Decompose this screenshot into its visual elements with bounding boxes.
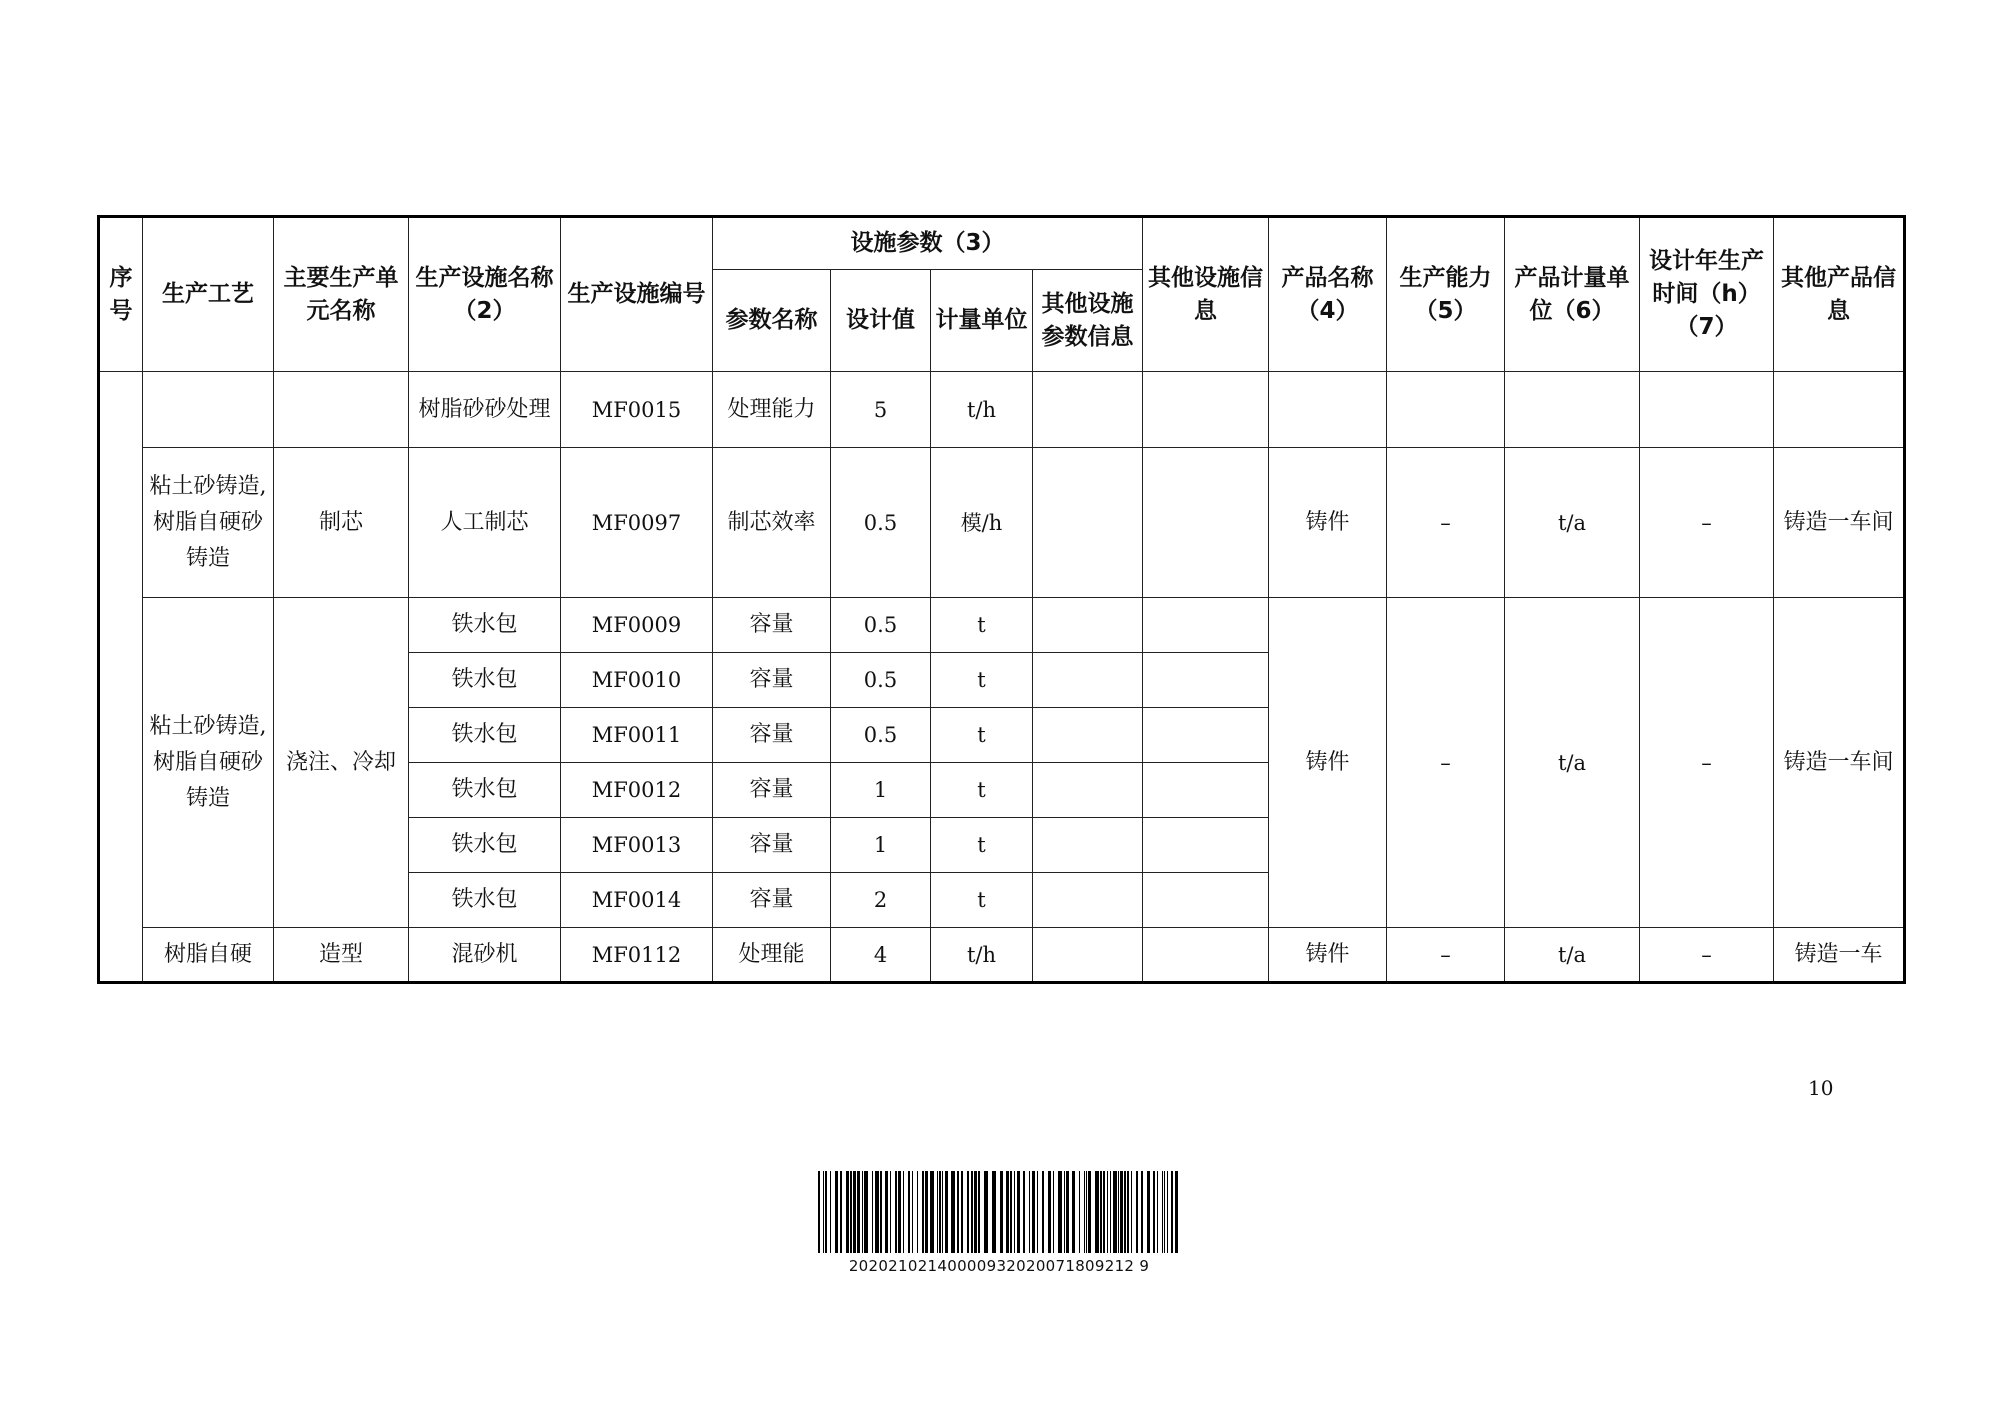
other-product-cell: 铸造一车间: [1774, 448, 1905, 598]
param-name-cell: 容量: [713, 873, 831, 928]
facility-code-cell: MF0011: [561, 708, 713, 763]
measure-unit-cell: t: [931, 653, 1033, 708]
design-value-cell: 0.5: [831, 598, 931, 653]
param-name-cell: 制芯效率: [713, 448, 831, 598]
design-hours-cell: [1640, 372, 1774, 448]
header-unit: 主要生产单元名称: [274, 217, 409, 372]
design-hours-cell: –: [1640, 928, 1774, 983]
measure-unit-cell: t/h: [931, 372, 1033, 448]
unit-cell: [274, 372, 409, 448]
capacity-cell: –: [1387, 928, 1505, 983]
design-hours-cell: –: [1640, 448, 1774, 598]
capacity-cell: [1387, 372, 1505, 448]
param-name-cell: 容量: [713, 653, 831, 708]
other-facility-cell: [1143, 763, 1269, 818]
facility-code-cell: MF0097: [561, 448, 713, 598]
other-param-cell: [1033, 653, 1143, 708]
facility-code-cell: MF0013: [561, 818, 713, 873]
product-unit-cell: t/a: [1505, 448, 1640, 598]
facility-name-cell: 人工制芯: [409, 448, 561, 598]
facility-code-cell: MF0010: [561, 653, 713, 708]
facility-code-cell: MF0014: [561, 873, 713, 928]
header-design-value: 设计值: [831, 270, 931, 372]
design-value-cell: 5: [831, 372, 931, 448]
process-cell: 粘土砂铸造,树脂自硬砂铸造: [143, 448, 274, 598]
other-facility-cell: [1143, 372, 1269, 448]
product-name-cell: 铸件: [1269, 598, 1387, 928]
facility-name-cell: 混砂机: [409, 928, 561, 983]
other-param-cell: [1033, 873, 1143, 928]
measure-unit-cell: t: [931, 873, 1033, 928]
barcode-image: [818, 1171, 1180, 1253]
product-unit-cell: t/a: [1505, 928, 1640, 983]
unit-cell: 浇注、冷却: [274, 598, 409, 928]
facility-table: [97, 215, 1906, 984]
page-number: 10: [1808, 1076, 1834, 1100]
header-process: 生产工艺: [143, 217, 274, 372]
facility-code-cell: MF0015: [561, 372, 713, 448]
unit-cell: 制芯: [274, 448, 409, 598]
facility-name-cell: 铁水包: [409, 708, 561, 763]
header-measure-unit: 计量单位: [931, 270, 1033, 372]
capacity-cell: –: [1387, 598, 1505, 928]
product-name-cell: [1269, 372, 1387, 448]
other-facility-cell: [1143, 598, 1269, 653]
facility-name-cell: 铁水包: [409, 763, 561, 818]
other-facility-cell: [1143, 818, 1269, 873]
header-other-product: 其他产品信息: [1774, 217, 1905, 372]
seq-cell: [99, 372, 143, 983]
design-value-cell: 2: [831, 873, 931, 928]
header-params-group: 设施参数（3）: [713, 217, 1143, 270]
other-param-cell: [1033, 448, 1143, 598]
param-name-cell: 容量: [713, 763, 831, 818]
other-product-cell: 铸造一车间: [1774, 598, 1905, 928]
facility-code-cell: MF0112: [561, 928, 713, 983]
header-facility-code: 生产设施编号: [561, 217, 713, 372]
facility-name-cell: 铁水包: [409, 598, 561, 653]
design-value-cell: 1: [831, 763, 931, 818]
facility-code-cell: MF0012: [561, 763, 713, 818]
param-name-cell: 容量: [713, 818, 831, 873]
design-value-cell: 0.5: [831, 708, 931, 763]
measure-unit-cell: t: [931, 708, 1033, 763]
other-param-cell: [1033, 818, 1143, 873]
header-other-facility: 其他设施信息: [1143, 217, 1269, 372]
other-param-cell: [1033, 598, 1143, 653]
process-cell: 树脂自硬: [143, 928, 274, 983]
other-product-cell: [1774, 372, 1905, 448]
process-cell: 粘土砂铸造,树脂自硬砂铸造: [143, 598, 274, 928]
other-param-cell: [1033, 928, 1143, 983]
param-name-cell: 容量: [713, 708, 831, 763]
other-facility-cell: [1143, 708, 1269, 763]
header-param-name: 参数名称: [713, 270, 831, 372]
header-other-param: 其他设施参数信息: [1033, 270, 1143, 372]
facility-name-cell: 铁水包: [409, 653, 561, 708]
product-unit-cell: [1505, 372, 1640, 448]
design-value-cell: 0.5: [831, 653, 931, 708]
header-capacity: 生产能力（5）: [1387, 217, 1505, 372]
design-hours-cell: –: [1640, 598, 1774, 928]
other-param-cell: [1033, 708, 1143, 763]
unit-cell: 造型: [274, 928, 409, 983]
other-product-cell: 铸造一车: [1774, 928, 1905, 983]
design-value-cell: 1: [831, 818, 931, 873]
header-product-name: 产品名称（4）: [1269, 217, 1387, 372]
design-value-cell: 0.5: [831, 448, 931, 598]
measure-unit-cell: t: [931, 598, 1033, 653]
measure-unit-cell: t/h: [931, 928, 1033, 983]
other-facility-cell: [1143, 448, 1269, 598]
measure-unit-cell: t: [931, 763, 1033, 818]
facility-name-cell: 铁水包: [409, 818, 561, 873]
facility-name-cell: 铁水包: [409, 873, 561, 928]
other-facility-cell: [1143, 928, 1269, 983]
measure-unit-cell: 模/h: [931, 448, 1033, 598]
process-cell: [143, 372, 274, 448]
param-name-cell: 处理能力: [713, 372, 831, 448]
barcode-number: 20202102140000932020071809212 9: [848, 1257, 1150, 1275]
product-name-cell: 铸件: [1269, 928, 1387, 983]
header-facility-name: 生产设施名称（2）: [409, 217, 561, 372]
facility-name-cell: 树脂砂砂处理: [409, 372, 561, 448]
facility-code-cell: MF0009: [561, 598, 713, 653]
product-name-cell: 铸件: [1269, 448, 1387, 598]
capacity-cell: –: [1387, 448, 1505, 598]
measure-unit-cell: t: [931, 818, 1033, 873]
other-facility-cell: [1143, 653, 1269, 708]
header-seq: 序号: [99, 217, 143, 372]
other-param-cell: [1033, 372, 1143, 448]
param-name-cell: 容量: [713, 598, 831, 653]
design-value-cell: 4: [831, 928, 931, 983]
param-name-cell: 处理能: [713, 928, 831, 983]
other-param-cell: [1033, 763, 1143, 818]
other-facility-cell: [1143, 873, 1269, 928]
product-unit-cell: t/a: [1505, 598, 1640, 928]
header-product-unit: 产品计量单位（6）: [1505, 217, 1640, 372]
header-design-hours: 设计年生产时间（h）（7）: [1640, 217, 1774, 372]
